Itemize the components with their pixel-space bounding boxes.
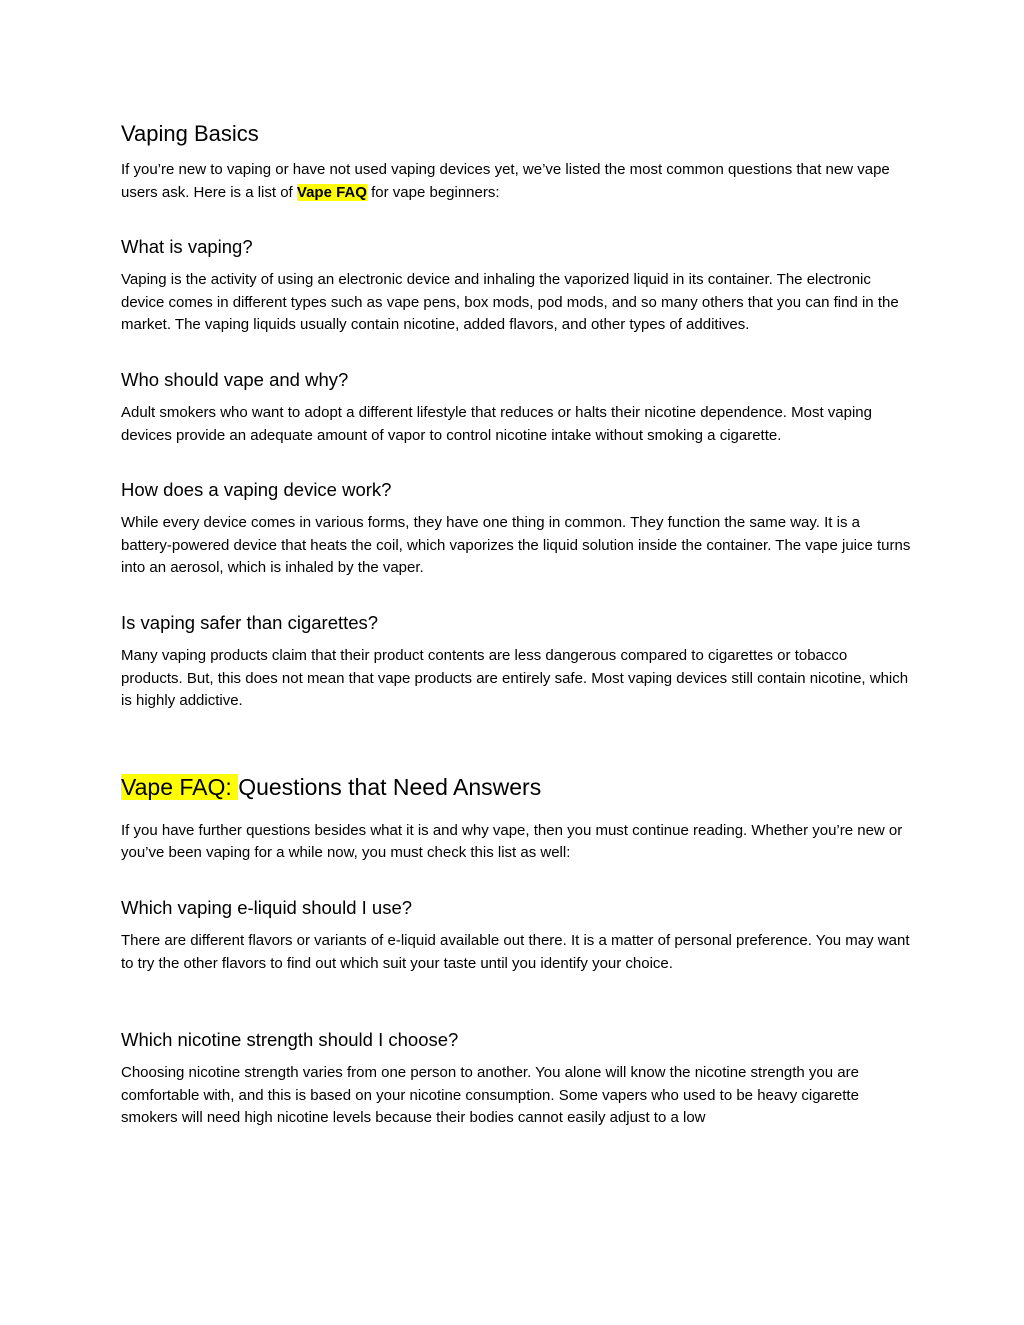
section-title-rest: Questions that Need Answers (238, 773, 542, 800)
section-title-vape-faq (121, 771, 911, 803)
intro-text-start: If you’re new to vaping or have not used vaping devices yet, we’ve listed the most common questions that new vape users ask. Here is a list of (121, 161, 890, 201)
document-content (121, 118, 911, 1130)
answer-paragraph: There are different flavors or variants of e-liquid available out there. It is a matter of personal preference. You may want to try the other flavors to find out which suit your taste until you identify your choice. (121, 931, 910, 972)
question-heading: Is vaping safer than cigarettes? (121, 611, 379, 633)
answer-paragraph: While every device comes in various forms, they have one thing in common. They function the same way. It is a battery-powered device that heats the coil, which vaporizes the liquid solution inside the container. The vape juice turns into an aerosol, which is inhaled by the vaper. (121, 514, 911, 577)
question-heading: How does a vaping device work? (121, 479, 392, 501)
answer-paragraph: Choosing nicotine strength varies from one person to another. You alone will know the nicotine strength you are comfortable with, and this is based on your nicotine consumption. Some vapers who used to be heavy cigarette smokers will need high nicotine levels because their bodies cannot easily adjust to a low (121, 1064, 859, 1127)
section2-intro-paragraph: If you have further questions besides what it is and why vape, then you must continue reading. Whether you’re new or you’ve been vaping for a while now, you must check this list as well: (121, 821, 903, 862)
question-heading: Which nicotine strength should I choose? (121, 1029, 459, 1051)
section-title-vaping-basics: Vaping Basics (121, 121, 259, 146)
vape-faq-highlight: Vape FAQ (296, 183, 367, 201)
answer-paragraph: Adult smokers who want to adopt a different lifestyle that reduces or halts their nicotine dependence. Most vaping devices provide an adequate amount of vapor to control nicotine intake without smoking a cigarette. (121, 403, 872, 444)
question-heading: Who should vape and why? (121, 368, 349, 390)
intro-text-end: for vape beginners: (366, 183, 500, 201)
section-title-highlight: Vape FAQ: (121, 773, 239, 800)
intro-paragraph (121, 159, 911, 204)
answer-paragraph: Vaping is the activity of using an electronic device and inhaling the vaporized liquid in its container. The electronic device comes in different types such as vape pens, box mods, pod mods, and so many others that you can find in the market. The vaping liquids usually contain nicotine, added flavors, and other types of additives. (121, 271, 899, 334)
question-heading: What is vaping? (121, 236, 253, 258)
answer-paragraph: Many vaping products claim that their product contents are less dangerous compared to cigarettes or tobacco products. But, this does not mean that vape products are entirely safe. Most vaping devices still contain nicotine, which is highly addictive. (121, 646, 909, 710)
question-heading: Which vaping e-liquid should I use? (121, 896, 413, 918)
